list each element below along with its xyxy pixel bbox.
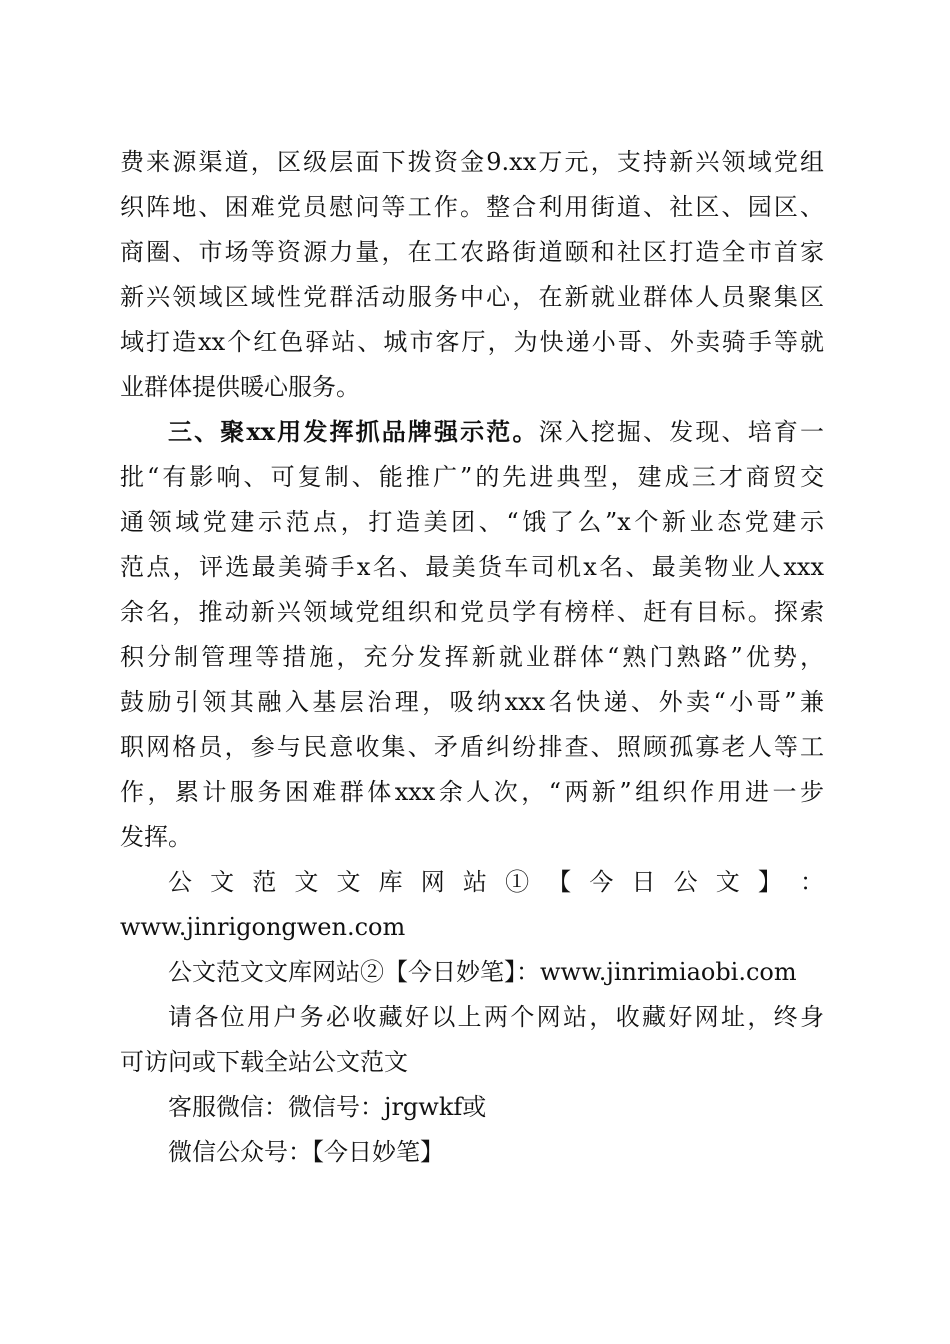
paragraph1-line-4: 新兴领域区域性党群活动服务中心，在新就业群体人员聚集区 (120, 283, 824, 311)
section3-line-4: 范点，评选最美骑手x名、最美货车司机x名、最美物业人xxx (120, 553, 824, 581)
footer-notice-line-2: 可访问或下载全站公文范文 (120, 1048, 408, 1076)
section3-first-line-rest: 深入挖掘、发现、培育一 (538, 418, 824, 446)
footer-site2[interactable]: 公文范文文库网站②【今日妙笔】：www.jinrimiaobi.com (168, 958, 797, 986)
footer-wechat-public: 微信公众号：【今日妙笔】 (168, 1138, 444, 1166)
section3-heading: 三、聚xx用发挥抓品牌强示范。 (168, 417, 539, 446)
paragraph1-line-2: 织阵地、困难党员慰问等工作。整合利用街道、社区、园区、 (120, 193, 824, 221)
footer-wechat-service: 客服微信：微信号：jrgwkf或 (168, 1093, 487, 1121)
paragraph1-line-6: 业群体提供暖心服务。 (120, 373, 360, 401)
section3-line-6: 积分制管理等措施，充分发挥新就业群体“熟门熟路”优势， (120, 643, 824, 671)
section3-line-8: 职网格员，参与民意收集、矛盾纠纷排查、照顾孤寡老人等工 (120, 733, 824, 761)
footer-notice-line-1: 请各位用户务必收藏好以上两个网站，收藏好网址，终身 (168, 1003, 824, 1031)
section3-line-10: 发挥。 (120, 823, 192, 851)
paragraph1-line-1: 费来源渠道，区级层面下拨资金9.xx万元，支持新兴领域党组 (120, 148, 824, 176)
section3-line-7: 鼓励引领其融入基层治理，吸纳xxx名快递、外卖“小哥”兼 (120, 688, 824, 716)
section3-line-5: 余名，推动新兴领域党组织和党员学有榜样、赶有目标。探索 (120, 598, 824, 626)
paragraph1-line-5: 域打造xx个红色驿站、城市客厅，为快递小哥、外卖骑手等就 (120, 328, 824, 356)
footer-site1-label: 公 文 范 文 文 库 网 站 ① 【 今 日 公 文 】 ： (168, 868, 824, 896)
section3-line-3: 通领域党建示范点，打造美团、“饿了么”x个新业态党建示 (120, 508, 824, 536)
paragraph1-line-3: 商圈、市场等资源力量，在工农路街道颐和社区打造全市首家 (120, 238, 824, 266)
section3-line-2: 批“有影响、可复制、能推广”的先进典型，建成三才商贸交 (120, 463, 824, 491)
section3-line-9: 作，累计服务困难群体xxx余人次，“两新”组织作用进一步 (120, 778, 824, 806)
section3-first-line (168, 410, 824, 454)
footer-site1-url[interactable]: www.jinrigongwen.com (120, 913, 406, 941)
